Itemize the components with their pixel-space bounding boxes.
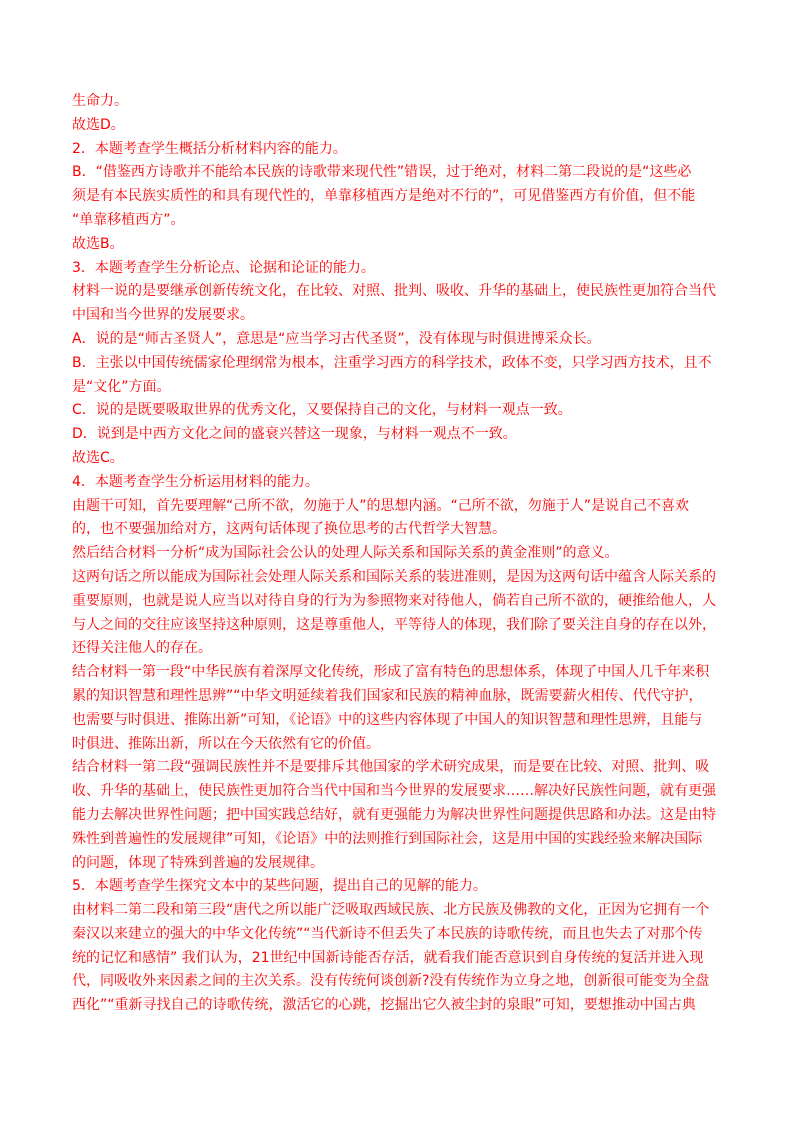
text-line: D．说到是中西方文化之间的盛衰兴替这一现象，与材料一观点不一致。: [72, 426, 517, 443]
text-line: 由题干可知，首先要理解“己所不欲，勿施于人”的思想内涵。“己所不欲，勿施于人”是说自己不喜欢: [72, 497, 690, 514]
text-line: A．说的是“师古圣贤人”，意思是“应当学习古代圣贤”，没有体现与时俱进博采众长。: [72, 330, 601, 347]
text-line: 故选D。: [72, 116, 125, 133]
text-line: 4．本题考查学生分析运用材料的能力。: [72, 473, 319, 490]
text-line: 重要原则，也就是说人应当以对待自身的行为为参照物来对待他人，倘若自己所不欲的，硬推给他人，人: [72, 592, 716, 609]
text-line: 须是有本民族实质性的和具有现代性的，单靠移植西方是绝对不行的”，可见借鉴西方有价值，但不能: [72, 188, 696, 205]
text-line: 结合材料一第二段“强调民族性并不是要排斥其他国家的学术研究成果，而是要在比较、对照、批判、吸: [72, 759, 710, 776]
text-line: 殊性到普遍性的发展规律”可知，《论语》中的法则推行到国际社会，这是用中国的实践经验来解决国际: [72, 830, 703, 847]
text-line: 由材料二第二段和第三段“唐代之所以能广泛吸取西域民族、北方民族及佛教的文化，正因为它拥有一个: [72, 902, 710, 919]
text-line: 材料一说的是要继承创新传统文化，在比较、对照、批判、吸收、升华的基础上，使民族性更加符合当代: [72, 283, 716, 300]
text-line: 然后结合材料一分析“成为国际社会公认的处理人际关系和国际关系的黄金准则”的意义。: [72, 545, 619, 562]
text-line: 中国和当今世界的发展要求。: [72, 307, 254, 324]
text-line: 累的知识智慧和理性思辨”“中华文明延续着我们国家和民族的精神血脉，既需要薪火相传、代代守护，: [72, 687, 703, 704]
text-line: 也需要与时俱进、推陈出新”可知，《论语》中的这些内容体现了中国人的知识智慧和理性思辨，且能与: [72, 711, 703, 728]
text-line: 还得关注他人的存在。: [72, 640, 212, 657]
text-line: 故选B。: [72, 235, 124, 252]
text-line: 的问题，体现了特殊到普遍的发展规律。: [72, 854, 324, 871]
text-line: 西化”“重新寻找自己的诗歌传统，激活它的心跳，挖掘出它久被尘封的泉眼”可知，要想推动中国古典: [72, 997, 696, 1014]
text-line: 秦汉以来建立的强大的中华文化传统”“当代新诗不但丢失了本民族的诗歌传统，而且也失去了对那个传: [72, 925, 703, 942]
text-line: 的，也不要强加给对方，这两句话体现了换位思考的古代哲学大智慧。: [72, 521, 506, 538]
text-line: B．“借鉴西方诗歌并不能给本民族的诗歌带来现代性”错误，过于绝对，材料二第二段说的是“这些必: [72, 164, 692, 181]
text-line: 能力去解决世界性问题；把中国实践总结好，就有更强能力为解决世界性问题提供思路和办法。这是由特: [72, 806, 716, 823]
text-line: 2．本题考查学生概括分析材料内容的能力。: [72, 140, 347, 157]
text-line: 结合材料一第一段“中华民族有着深厚文化传统，形成了富有特色的思想体系，体现了中国人几千年来积: [72, 664, 710, 681]
text-line: 收、升华的基础上，使民族性更加符合当代中国和当今世界的发展要求……解决好民族性问题，就有更强: [72, 783, 716, 800]
text-line: 生命力。: [72, 93, 128, 109]
document-body: [72, 90, 728, 1018]
text-line: 故选C。: [72, 449, 124, 466]
text-line: 代，同吸收外来因素之间的主次关系。没有传统何谈创新?没有传统作为立身之地，创新很可能变为全盘: [72, 973, 710, 990]
text-line: C．说的是既要吸取世界的优秀文化，又要保持自己的文化，与材料一观点一致。: [72, 402, 572, 419]
text-line: B．主张以中国传统儒家伦理纲常为根本，注重学习西方的科学技术，政体不变，只学习西方技术，且不: [72, 354, 712, 371]
text-line: 3．本题考查学生分析论点、论据和论证的能力。: [72, 259, 375, 276]
text-line: 与人之间的交往应该坚持这种原则，这是尊重他人，平等待人的体现，我们除了要关注自身的存在以外，: [72, 616, 716, 633]
text-line: 是“文化”方面。: [72, 378, 171, 395]
text-line: 统的记忆和感情” 我们认为，21世纪中国新诗能否存活，就看我们能否意识到自身传统的复活并进入现: [72, 949, 704, 966]
text-line: 时俱进、推陈出新，所以在今天依然有它的价值。: [72, 735, 380, 752]
text-line: 这两句话之所以能成为国际社会处理人际关系和国际关系的装进准则，是因为这两句话中蕴含人际关系的: [72, 568, 716, 585]
text-line: 5．本题考查学生探究文本中的某些问题，提出自己的见解的能力。: [72, 878, 487, 895]
text-line: “单靠移植西方”。: [72, 211, 185, 228]
